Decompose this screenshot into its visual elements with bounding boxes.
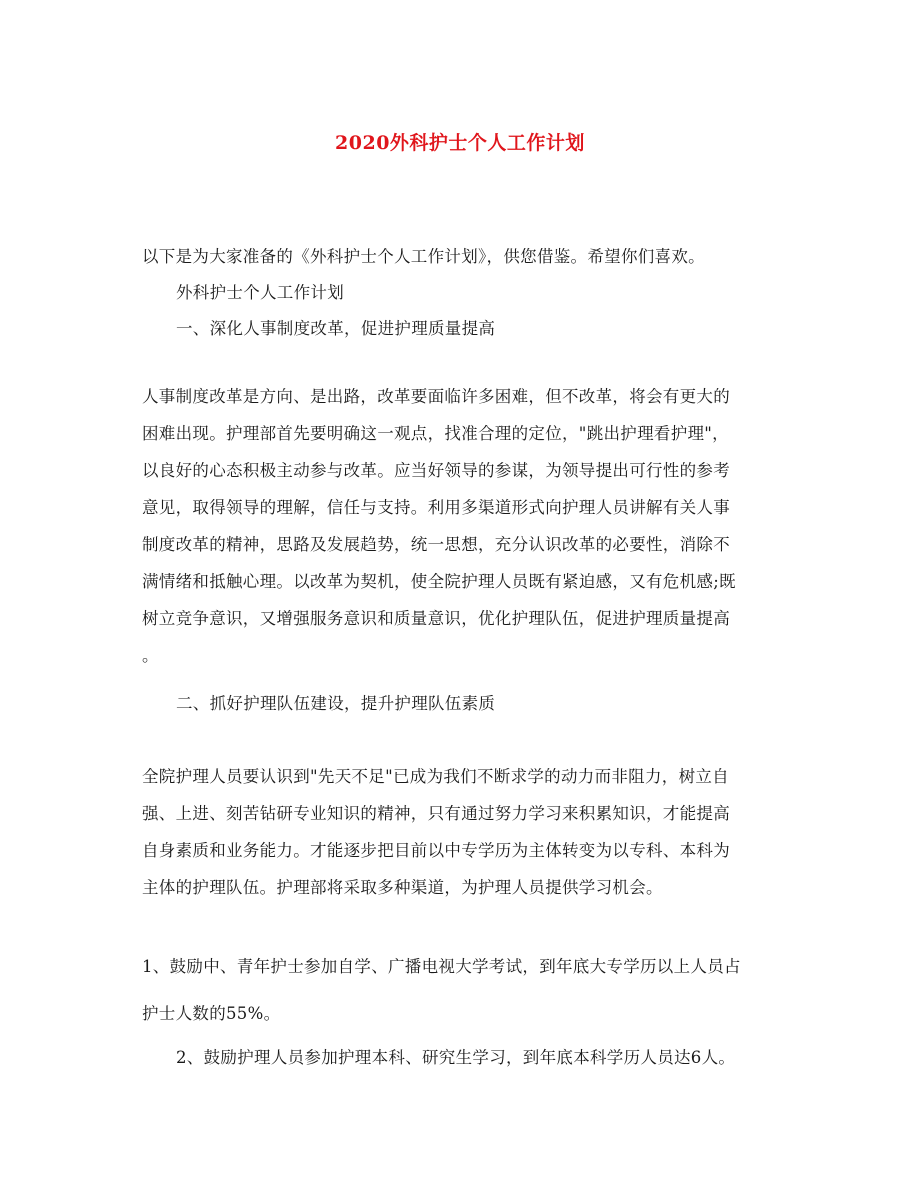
subtitle: 外科护士个人工作计划 <box>176 283 344 302</box>
list-item-2: 2、鼓励护理人员参加护理本科、研究生学习，到年底本科学历人员达6人。 <box>176 1048 736 1067</box>
text-line: 树立竞争意识，又增强服务意识和质量意识，优化护理队伍，促进护理质量提高 <box>142 609 730 628</box>
text-line: 满情绪和抵触心理。以改革为契机，使全院护理人员既有紧迫感，又有危机感;既 <box>142 572 736 591</box>
text-line: 自身素质和业务能力。才能逐步把目前以中专学历为主体转变为以专科、本科为 <box>142 841 730 860</box>
section-heading-1: 一、深化人事制度改革，促进护理质量提高 <box>176 319 496 338</box>
text-line: 困难出现。护理部首先要明确这一观点，找准合理的定位，"跳出护理看护理"， <box>142 424 729 443</box>
text-line: 主体的护理队伍。护理部将采取多种渠道，为护理人员提供学习机会。 <box>142 878 663 897</box>
text-line: 制度改革的精神，思路及发展趋势，统一思想，充分认识改革的必要性，消除不 <box>142 535 730 554</box>
text-line: 强、上进、刻苦钻研专业知识的精神，只有通过努力学习来积累知识，才能提高 <box>142 804 730 823</box>
document-title: 2020外科护士个人工作计划 <box>335 132 585 154</box>
text-line: 。 <box>142 646 159 665</box>
text-line: 全院护理人员要认识到"先天不足"已成为我们不断求学的动力而非阻力，树立自 <box>142 767 729 786</box>
intro-paragraph: 以下是为大家准备的《外科护士个人工作计划》，供您借鉴。希望你们喜欢。 <box>142 247 705 266</box>
section-heading-2: 二、抓好护理队伍建设，提升护理队伍素质 <box>176 694 496 713</box>
text-line: 护士人数的55%。 <box>142 1004 281 1023</box>
text-line: 意见，取得领导的理解，信任与支持。利用多渠道形式向护理人员讲解有关人事 <box>142 498 730 517</box>
text-line: 以良好的心态积极主动参与改革。应当好领导的参谋，为领导提出可行性的参考 <box>142 461 730 480</box>
text-line: 人事制度改革是方向、是出路，改革要面临许多困难，但不改革，将会有更大的 <box>142 387 730 406</box>
text-line: 1、鼓励中、青年护士参加自学、广播电视大学考试，到年底大专学历以上人员占 <box>142 957 741 976</box>
